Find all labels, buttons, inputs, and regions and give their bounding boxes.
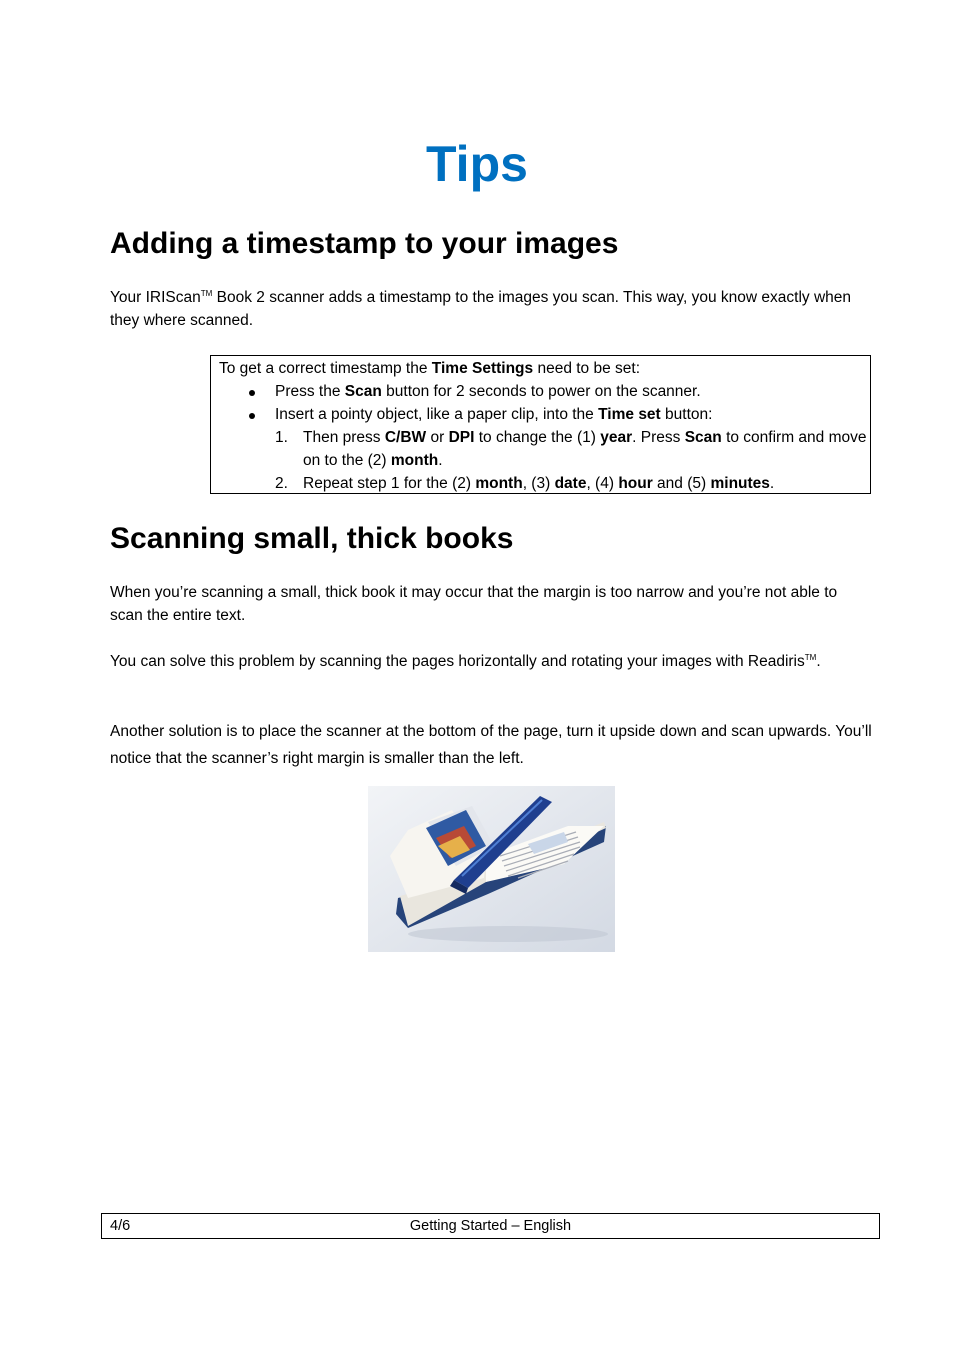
bullet-icon	[249, 390, 255, 396]
heading-timestamp: Adding a timestamp to your images	[110, 227, 619, 260]
tip-bullet-list	[219, 380, 870, 495]
heading-thick-books: Scanning small, thick books	[110, 522, 514, 555]
bullet-icon	[249, 413, 255, 419]
timestamp-intro-paragraph: Your IRIScan™ Book 2 scanner adds a timestamp to the images you scan. This way, you know exactly when they where scanned.	[110, 289, 852, 329]
tip-steps-list	[275, 426, 870, 495]
page-footer	[101, 1213, 880, 1239]
book-with-scanner-illustration	[368, 786, 615, 952]
trademark-mark: TM	[200, 289, 213, 298]
tip-bullet-power-on: Press the Scan button for 2 seconds to power on the scanner.	[219, 380, 870, 403]
tip-step-1: 1. Then press C/BW or DPI to change the (1) year. Press Scan to confirm and move on to the (2) month.	[275, 429, 867, 469]
time-settings-tip-box	[210, 355, 871, 494]
tip-intro: To get a correct timestamp the Time Settings need to be set:	[219, 360, 641, 377]
thick-books-paragraph-2: You can solve this problem by scanning the pages horizontally and rotating your images with Readiris™.	[110, 653, 821, 670]
thick-books-paragraph-3: Another solution is to place the scanner at the bottom of the page, turn it upside down and scan upwards. You’ll notice that the scanner’s right margin is smaller than the left.	[110, 723, 872, 767]
book-scanning-photo	[368, 786, 615, 952]
thick-books-paragraph-1: When you’re scanning a small, thick book it may occur that the margin is too narrow and you’re not able to scan the entire text.	[110, 584, 838, 624]
page-title: Tips	[426, 136, 528, 192]
tip-step-2: 2. Repeat step 1 for the (2) month, (3) date, (4) hour and (5) minutes.	[275, 475, 775, 492]
page-number: 4/6	[110, 1218, 131, 1234]
trademark-mark: TM	[804, 653, 817, 662]
footer-text: Getting Started – English	[409, 1218, 572, 1234]
tip-bullet-time-set: Insert a pointy object, like a paper clip, into the Time set button: 1. Then press C/BW or DPI to change the (1) year. Press Scan to confirm and move on to the (2) month. 2. Repeat step 1 for the (2) month, (3) date, (4) hour and (5) minutes.	[219, 403, 870, 495]
